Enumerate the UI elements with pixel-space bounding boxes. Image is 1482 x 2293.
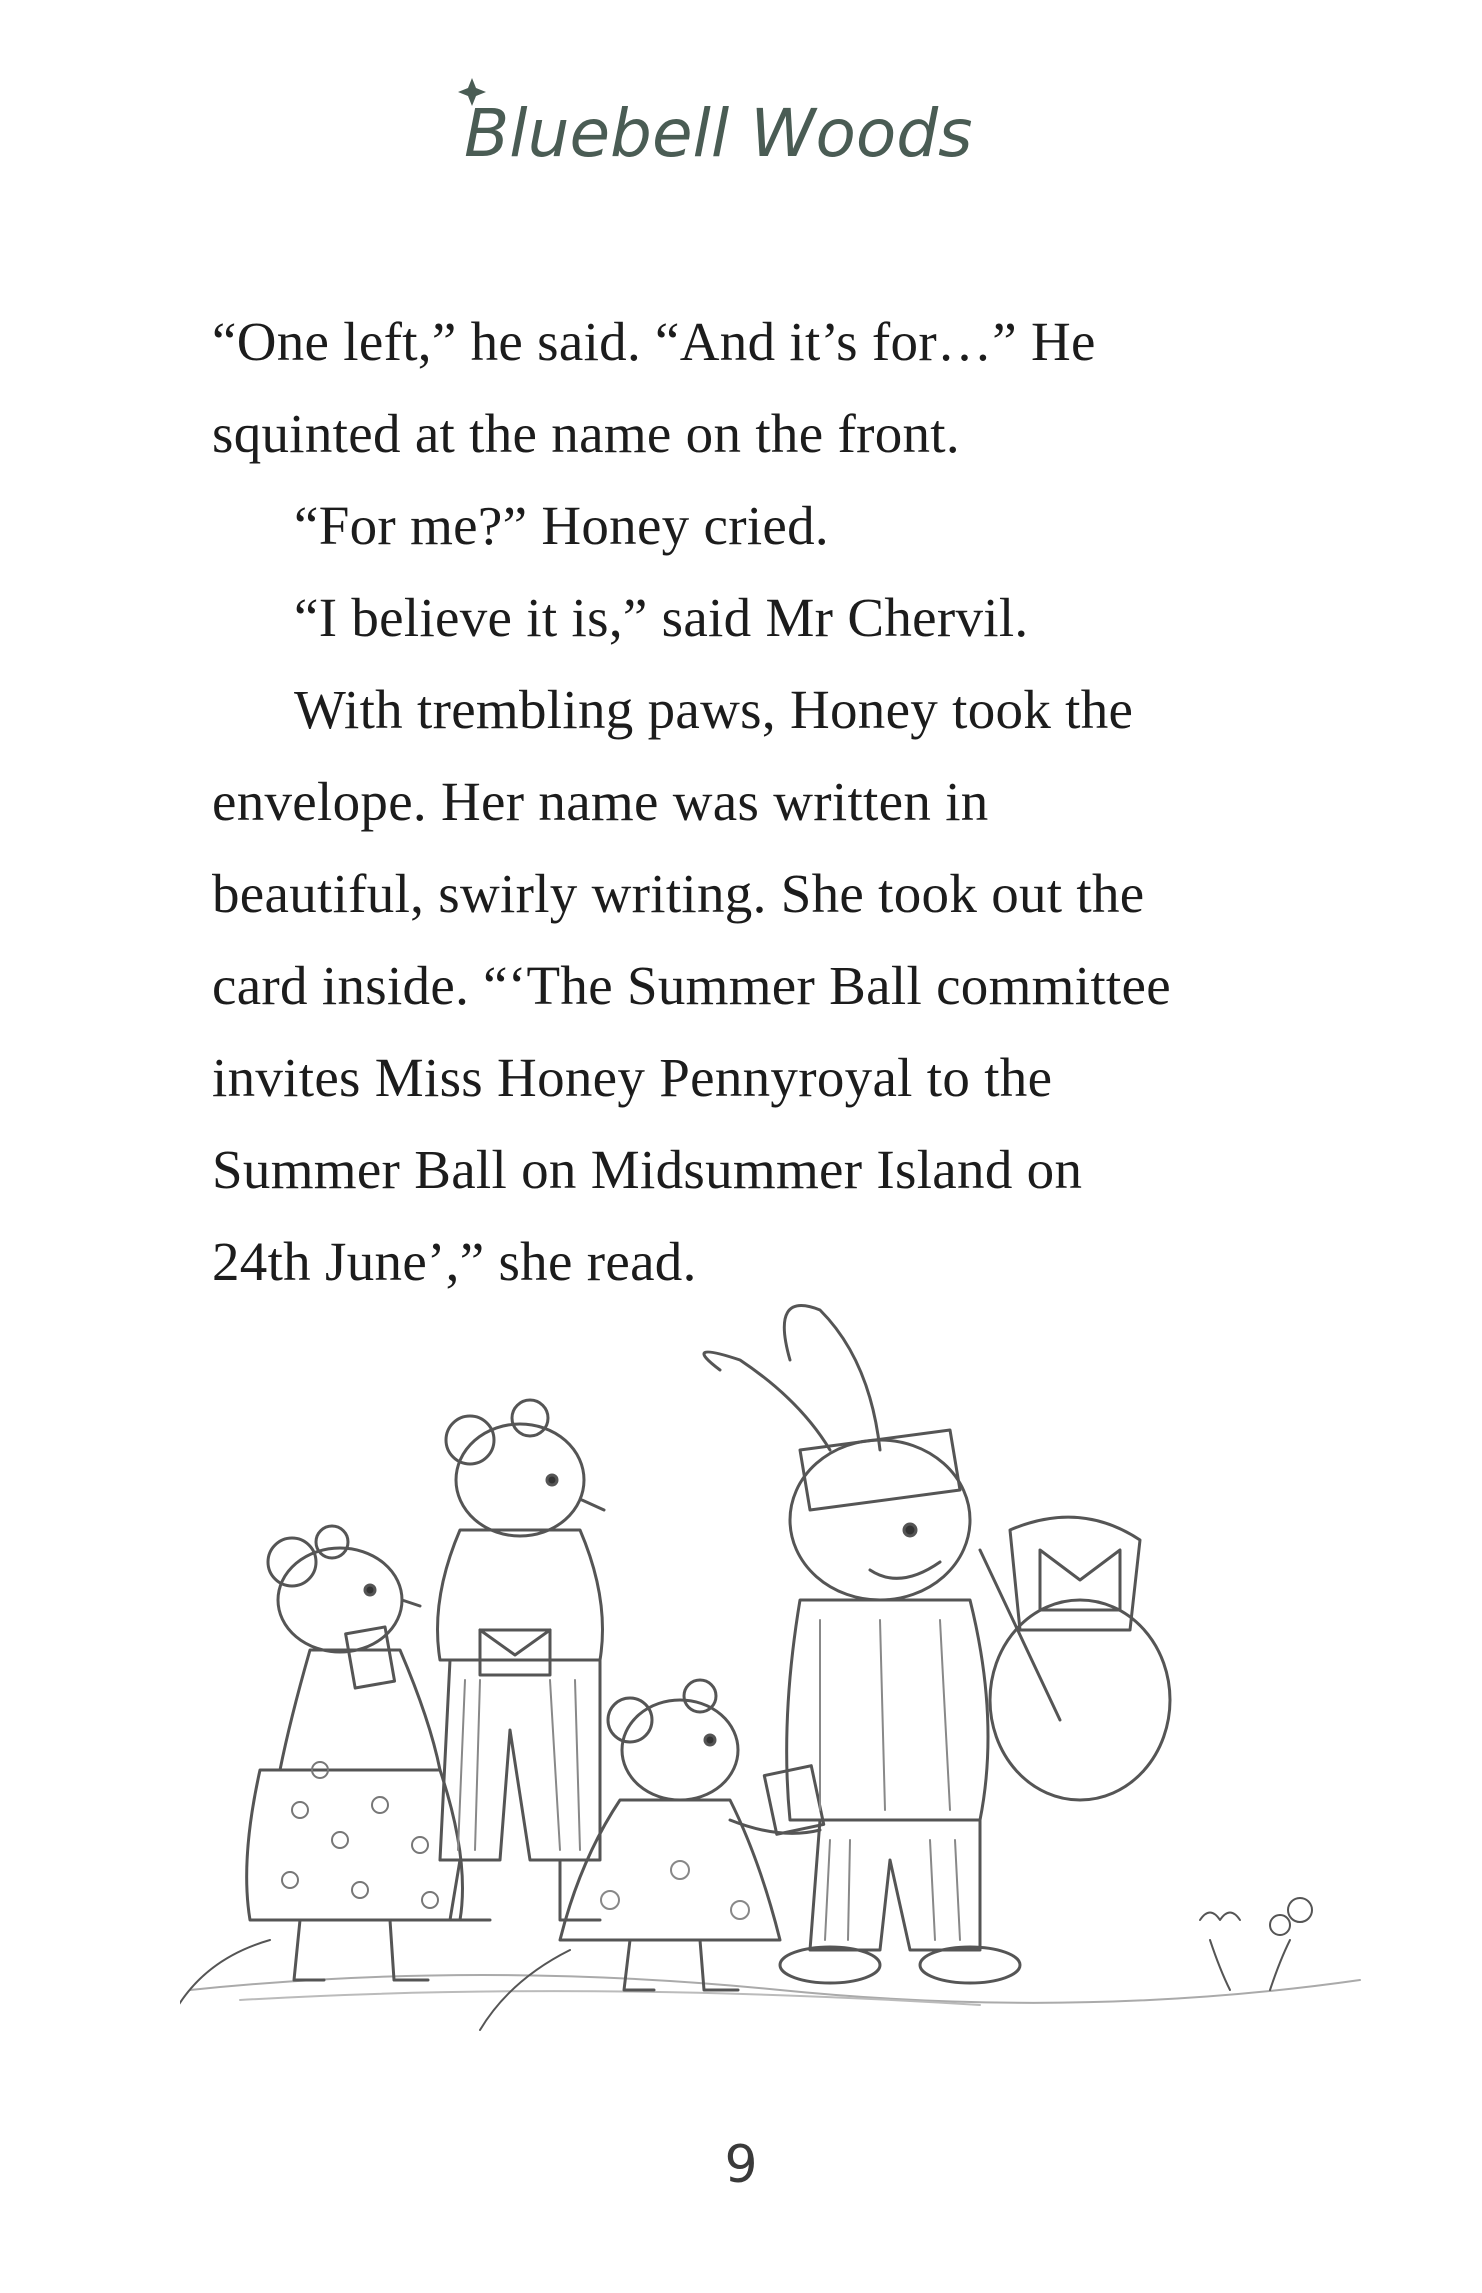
text-line: With trembling paws, Honey took the — [294, 679, 1134, 740]
text-line: “I believe it is,” said Mr Chervil. — [294, 587, 1029, 648]
mouse-left-sketch — [180, 1526, 463, 2020]
rabbit-postman-sketch — [704, 1306, 1170, 1983]
story-text — [212, 296, 1292, 1308]
page-number: 9 — [724, 2135, 758, 2195]
text-line: envelope. Her name was written in — [212, 771, 989, 832]
text-line: “For me?” Honey cried. — [294, 495, 829, 556]
text-line: card inside. “‘The Summer Ball committee — [212, 955, 1171, 1016]
text-line: 24th June’,” she read. — [212, 1231, 697, 1292]
mouse-small-sketch — [480, 1680, 824, 2030]
mouse-middle-sketch — [438, 1400, 605, 1920]
series-logo-graphic — [440, 58, 1020, 198]
text-line: beautiful, swirly writing. She took out the — [212, 863, 1145, 924]
text-line: Summer Ball on Midsummer Island on — [212, 1139, 1083, 1200]
text-line: “One left,” he said. “And it’s for…” He — [212, 311, 1096, 372]
flower-sketch — [1200, 1898, 1312, 1990]
text-line: squinted at the name on the front. — [212, 403, 960, 464]
series-logo — [440, 58, 1020, 198]
series-title: Bluebell Woods — [464, 95, 973, 172]
sketch-illustration — [180, 1300, 1400, 2040]
text-line: invites Miss Honey Pennyroyal to the — [212, 1047, 1053, 1108]
